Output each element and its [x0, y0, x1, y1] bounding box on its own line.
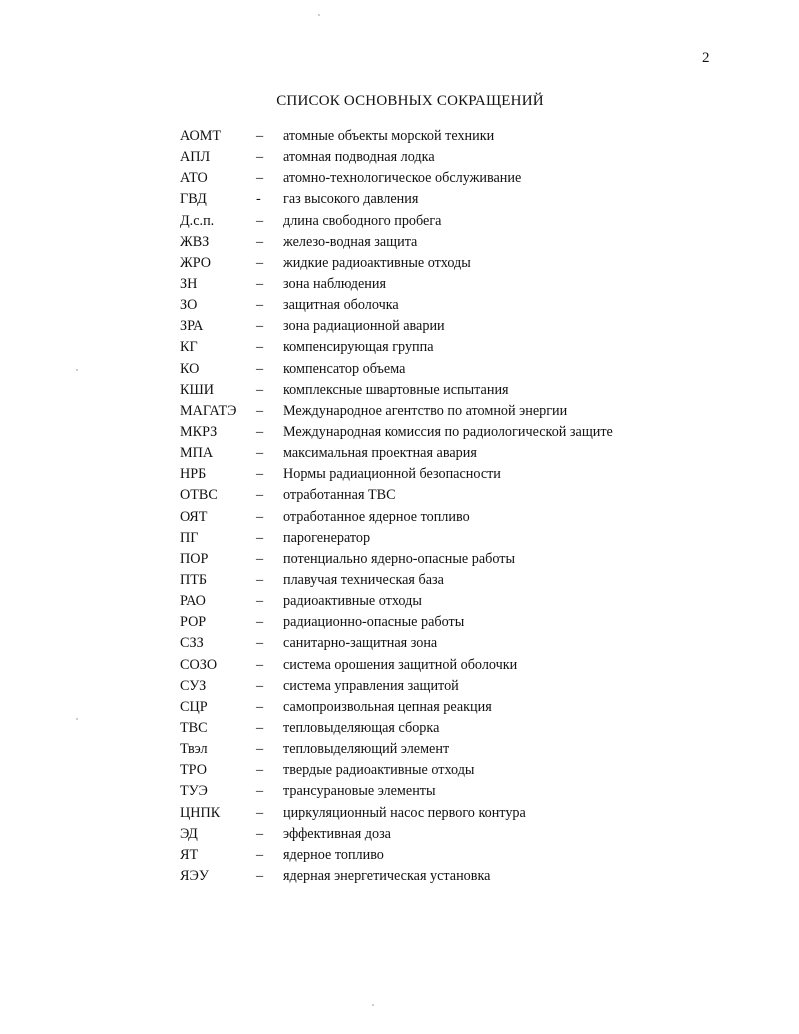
abbreviation-term: ЯЭУ [180, 867, 209, 884]
abbreviation-dash: – [256, 297, 264, 314]
scan-speck [372, 1004, 374, 1006]
abbreviation-definition: система орошения защитной оболочки [283, 656, 518, 673]
abbreviation-dash: – [256, 762, 264, 779]
abbreviation-definition: длина свободного пробега [283, 212, 442, 229]
abbreviation-row [180, 781, 613, 802]
abbreviation-term: КГ [180, 339, 198, 356]
abbreviation-row [180, 655, 613, 676]
abbreviation-term: ЯТ [180, 846, 199, 863]
abbreviation-row [180, 612, 613, 633]
abbreviation-row [180, 549, 613, 570]
abbreviation-term: КШИ [180, 381, 215, 398]
abbreviation-row [180, 147, 613, 168]
abbreviation-row [180, 359, 613, 380]
abbreviation-row [180, 337, 613, 358]
abbreviation-term: МКРЗ [180, 423, 218, 440]
abbreviation-term: СЗЗ [180, 635, 204, 652]
abbreviation-definition: атомная подводная лодка [283, 149, 435, 166]
abbreviation-term: РОР [180, 614, 207, 631]
abbreviation-row [180, 189, 613, 210]
scan-speck [318, 14, 320, 16]
abbreviation-term: СОЗО [180, 656, 218, 673]
page-title: СПИСОК ОСНОВНЫХ СОКРАЩЕНИЙ [276, 93, 544, 109]
abbreviation-row [180, 507, 613, 528]
abbreviation-definition: зона наблюдения [283, 275, 386, 292]
abbreviation-term: ЖВЗ [180, 233, 210, 250]
abbreviation-term: ЗРА [180, 318, 204, 335]
abbreviation-dash: – [256, 571, 264, 588]
abbreviation-dash: – [256, 445, 264, 462]
abbreviation-term: ОЯТ [180, 508, 208, 525]
abbreviation-dash: – [256, 719, 264, 736]
abbreviation-term: ГВД [180, 191, 207, 208]
abbreviation-dash: – [256, 128, 264, 144]
abbreviation-definition: эффективная доза [283, 825, 391, 842]
scan-speck [76, 718, 78, 720]
abbreviation-dash: – [256, 846, 264, 863]
abbreviation-definition: Международная комиссия по радиологической защите [283, 423, 613, 440]
abbreviation-row [180, 760, 613, 781]
abbreviation-row [180, 443, 613, 464]
abbreviation-definition: радиоактивные отходы [283, 593, 422, 610]
abbreviation-term: РАО [180, 593, 206, 610]
abbreviation-row [180, 295, 613, 316]
abbreviation-row [180, 232, 613, 253]
abbreviation-dash: – [256, 339, 264, 356]
abbreviation-definition: комплексные швартовные испытания [283, 381, 509, 398]
abbreviation-term: АТО [180, 170, 208, 187]
abbreviation-dash: – [256, 783, 264, 800]
abbreviation-term: АПЛ [180, 149, 211, 166]
abbreviation-dash: – [256, 275, 264, 292]
abbreviation-dash: – [256, 698, 264, 715]
abbreviation-dash: – [256, 149, 264, 166]
abbreviation-definition: тепловыделяющая сборка [283, 719, 440, 736]
abbreviation-dash: – [256, 233, 264, 250]
abbreviation-dash: – [256, 741, 264, 758]
abbreviation-term: ЗН [180, 275, 198, 292]
abbreviation-definition: радиационно-опасные работы [283, 614, 465, 631]
abbreviation-dash: – [256, 212, 264, 229]
abbreviation-term: ПГ [180, 529, 199, 546]
abbreviation-definition: ядерная энергетическая установка [283, 867, 491, 884]
abbreviation-definition: атомные объекты морской техники [283, 128, 495, 144]
abbreviation-term: Д.с.п. [180, 212, 215, 229]
abbreviation-dash: – [256, 170, 264, 187]
abbreviation-term: ПТБ [180, 571, 208, 588]
abbreviation-row [180, 866, 613, 887]
abbreviation-term: КО [180, 360, 200, 377]
abbreviation-definition: Нормы радиационной безопасности [283, 466, 501, 483]
abbreviation-term: Твэл [180, 741, 208, 758]
abbreviation-row [180, 464, 613, 485]
abbreviation-term: НРБ [180, 466, 207, 483]
abbreviation-dash: – [256, 487, 264, 504]
abbreviation-definition: Международное агентство по атомной энергии [283, 402, 568, 419]
abbreviation-term: ЖРО [180, 254, 212, 271]
abbreviation-term: ТУЭ [180, 783, 208, 800]
abbreviation-row [180, 739, 613, 760]
abbreviation-definition: тепловыделяющий элемент [283, 741, 450, 758]
abbreviation-definition: санитарно-защитная зона [283, 635, 438, 652]
abbreviation-row [180, 168, 613, 189]
abbreviation-definition: газ высокого давления [283, 191, 419, 208]
abbreviation-term: ОТВС [180, 487, 218, 504]
abbreviation-dash: – [256, 635, 264, 652]
abbreviation-row [180, 316, 613, 337]
abbreviation-term: АОМТ [180, 128, 222, 144]
abbreviation-dash: - [256, 191, 261, 208]
abbreviation-row [180, 422, 613, 443]
abbreviation-row [180, 676, 613, 697]
abbreviation-definition: атомно-технологическое обслуживание [283, 170, 522, 187]
abbreviation-definition: отработанное ядерное топливо [283, 508, 470, 525]
abbreviation-definition: железо-водная защита [283, 233, 418, 250]
abbreviation-term: ЗО [180, 297, 198, 314]
abbreviation-definition: компенсатор объема [283, 360, 406, 377]
abbreviation-list [180, 126, 613, 887]
abbreviation-dash: – [256, 318, 264, 335]
abbreviation-term: ЦНПК [180, 804, 221, 821]
abbreviation-row [180, 697, 613, 718]
abbreviation-dash: – [256, 254, 264, 271]
abbreviation-dash: – [256, 402, 264, 419]
abbreviation-dash: – [256, 529, 264, 546]
abbreviation-dash: – [256, 423, 264, 440]
abbreviation-row [180, 570, 613, 591]
abbreviation-row [180, 824, 613, 845]
abbreviation-row [180, 591, 613, 612]
abbreviation-row [180, 253, 613, 274]
abbreviation-definition: циркуляционный насос первого контура [283, 804, 526, 821]
abbreviation-dash: – [256, 466, 264, 483]
abbreviation-row [180, 718, 613, 739]
abbreviation-row [180, 633, 613, 654]
abbreviation-row [180, 845, 613, 866]
abbreviation-dash: – [256, 614, 264, 631]
abbreviation-row [180, 274, 613, 295]
abbreviation-dash: – [256, 381, 264, 398]
abbreviation-definition: ядерное топливо [283, 846, 384, 863]
abbreviation-definition: компенсирующая группа [283, 339, 434, 356]
abbreviation-dash: – [256, 593, 264, 610]
abbreviation-row [180, 401, 613, 422]
abbreviation-dash: – [256, 677, 264, 694]
abbreviation-definition: защитная оболочка [283, 297, 399, 314]
abbreviation-row [180, 485, 613, 506]
abbreviation-dash: – [256, 825, 264, 842]
abbreviation-row [180, 126, 613, 147]
abbreviation-definition: трансурановые элементы [283, 783, 436, 800]
abbreviation-row [180, 380, 613, 401]
abbreviation-term: ТРО [180, 762, 207, 779]
abbreviation-dash: – [256, 360, 264, 377]
page-number: 2 [702, 50, 710, 66]
abbreviation-term: СУЗ [180, 677, 207, 694]
abbreviation-definition: зона радиационной аварии [283, 318, 445, 335]
abbreviation-dash: – [256, 804, 264, 821]
abbreviation-definition: парогенератор [283, 529, 371, 546]
abbreviation-definition: плавучая техническая база [283, 571, 444, 588]
scan-speck [76, 369, 78, 371]
abbreviation-definition: система управления защитой [283, 677, 459, 694]
abbreviation-definition: потенциально ядерно-опасные работы [283, 550, 516, 567]
abbreviation-term: ЭД [180, 825, 198, 842]
abbreviation-dash: – [256, 867, 264, 884]
abbreviation-row [180, 211, 613, 232]
abbreviation-row [180, 803, 613, 824]
abbreviation-dash: – [256, 508, 264, 525]
abbreviation-dash: – [256, 656, 264, 673]
abbreviation-definition: самопроизвольная цепная реакция [283, 698, 492, 715]
abbreviation-definition: твердые радиоактивные отходы [283, 762, 475, 779]
abbreviation-definition: жидкие радиоактивные отходы [283, 254, 471, 271]
abbreviation-dash: – [256, 550, 264, 567]
abbreviation-definition: отработанная ТВС [283, 487, 396, 504]
abbreviation-term: МПА [180, 445, 214, 462]
abbreviation-row [180, 528, 613, 549]
abbreviation-term: МАГАТЭ [180, 402, 237, 419]
abbreviation-term: ТВС [180, 719, 208, 736]
abbreviation-term: СЦР [180, 698, 208, 715]
abbreviation-term: ПОР [180, 550, 209, 567]
abbreviation-definition: максимальная проектная авария [283, 445, 477, 462]
